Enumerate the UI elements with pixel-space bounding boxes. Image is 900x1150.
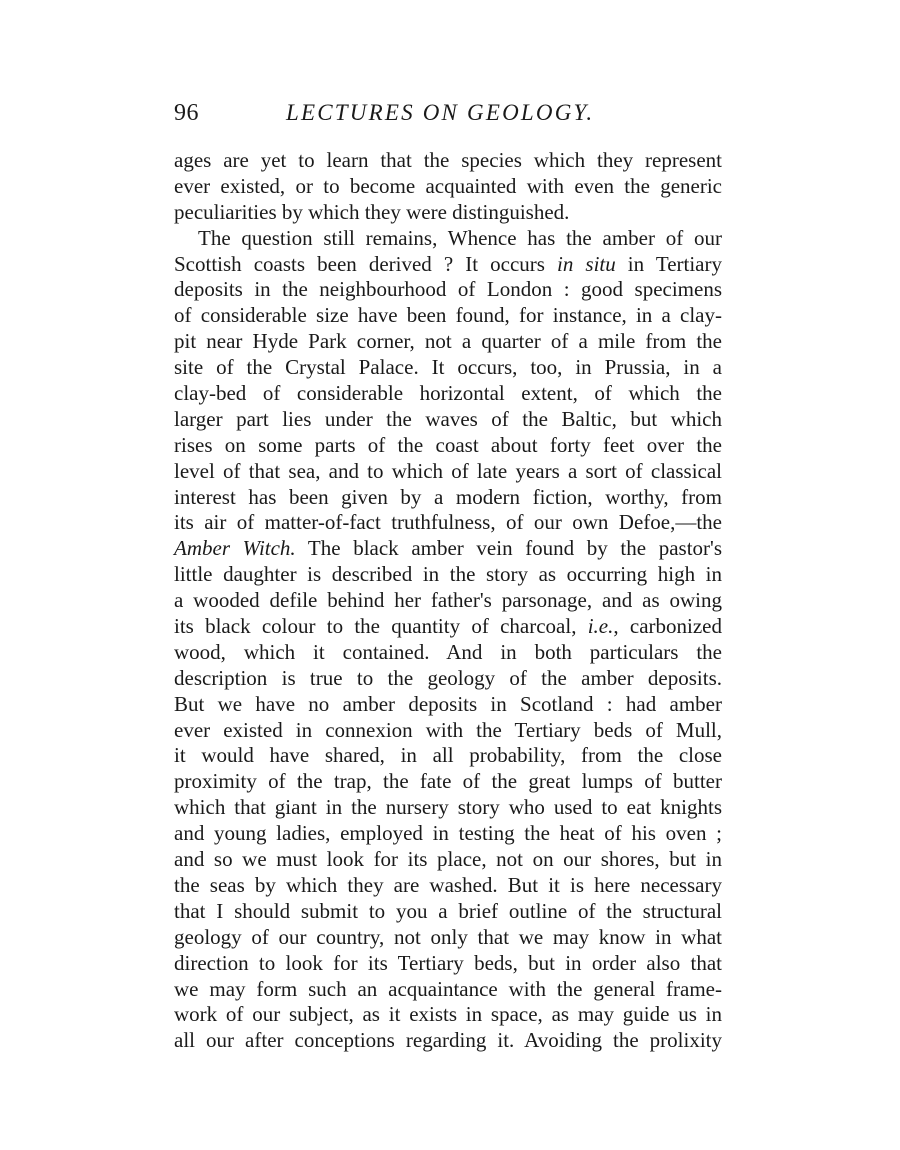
text-line: it would have shared, in all probability, from the close — [174, 743, 722, 768]
text-line: interest has been given by a modern fiction, worthy, from — [174, 484, 722, 509]
text-line: its black colour to the quantity of charcoal, i.e., carbonized — [174, 614, 722, 639]
text-line: wood, which it contained. And in both particulars the — [174, 639, 722, 664]
text-line: all our after conceptions regarding it. Avoiding the prolixity — [174, 1028, 722, 1053]
text-line: pit near Hyde Park corner, not a quarter of a mile from the — [174, 329, 722, 354]
text-line: little daughter is described in the story as occurring high in — [174, 562, 722, 587]
paragraph-first-line: The question still remains, Whence has the amber of our — [198, 225, 722, 250]
italic-phrase: in situ — [557, 251, 616, 276]
text-line: of considerable size have been found, for instance, in a clay- — [174, 303, 722, 328]
italic-title: Amber Witch. — [174, 536, 296, 561]
text-line: geology of our country, not only that we may know in what — [174, 924, 722, 949]
text-line: its air of matter-of-fact truthfulness, of our own Defoe,—the — [174, 510, 722, 535]
text-line: direction to look for its Tertiary beds, but in order also that — [174, 950, 722, 975]
text-line: ages are yet to learn that the species which they represent — [174, 148, 722, 172]
text-line: and young ladies, employed in testing the heat of his oven ; — [174, 821, 722, 846]
text-line: ever existed, or to become acquainted with even the generic — [174, 173, 722, 198]
text-line: work of our subject, as it exists in space, as may guide us in — [174, 1002, 722, 1027]
text-line: that I should submit to you a brief outline of the structural — [174, 898, 722, 923]
text-line: larger part lies under the waves of the Baltic, but which — [174, 406, 722, 431]
text-line: level of that sea, and to which of late years a sort of classical — [174, 458, 722, 483]
text-line: and so we must look for its place, not on our shores, but in — [174, 847, 722, 872]
text-line: rises on some parts of the coast about forty feet over the — [174, 432, 722, 457]
page-number: 96 — [174, 100, 199, 126]
text-line: proximity of the trap, the fate of the great lumps of butter — [174, 769, 722, 794]
text-line: a wooded defile behind her father's parsonage, and as owing — [174, 588, 722, 613]
text-line: which that giant in the nursery story who used to eat knights — [174, 795, 722, 820]
text-line: ever existed in connexion with the Tertiary beds of Mull, — [174, 717, 722, 742]
running-head — [174, 100, 722, 136]
text-line: clay-bed of considerable horizontal extent, of which the — [174, 381, 722, 406]
text-line: site of the Crystal Palace. It occurs, too, in Prussia, in a — [174, 355, 722, 380]
text-line: we may form such an acquaintance with the general frame- — [174, 976, 722, 1001]
text-line: the seas by which they are washed. But it is here necessary — [174, 872, 722, 897]
text-line: deposits in the neighbourhood of London : good specimens — [174, 277, 722, 302]
text-line: description is true to the geology of the amber deposits. — [174, 665, 722, 690]
body-text — [174, 148, 722, 1054]
text-line: Scottish coasts been derived ? It occurs in situ in Tertiary — [174, 251, 722, 276]
text-line: Amber Witch. The black amber vein found by the pastor's — [174, 536, 722, 561]
italic-abbreviation: i.e. — [587, 614, 614, 639]
text-line: But we have no amber deposits in Scotland : had amber — [174, 691, 722, 716]
running-title: LECTURES ON GEOLOGY. — [286, 100, 595, 125]
text-line: peculiarities by which they were distinguished. — [174, 199, 570, 224]
